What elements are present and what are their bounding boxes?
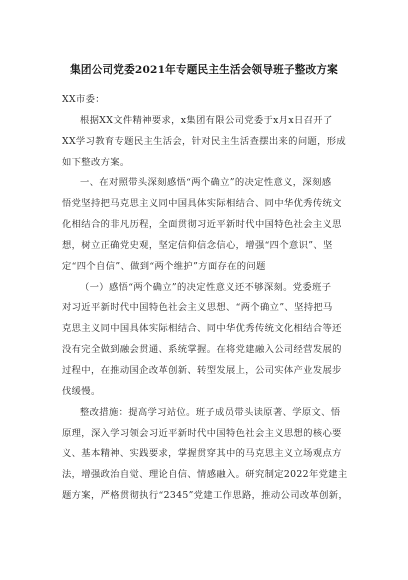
body-line: 想，树立正确党史观，坚定信仰信念信心，增强“四个意识”、坚	[62, 240, 333, 251]
body-line: 化相结合的非凡历程，全面贯彻习近平新时代中国特色社会主义思	[62, 219, 342, 230]
body-line: 题方案，严格贯彻执行“2345”党建工作思路，推动公司改革创新，	[62, 490, 349, 501]
body-line: 没有完全做到融会贯通、系统掌握。在将党建融入公司经营发展的	[62, 344, 342, 355]
body-line: 根据XX文件精神要求，x集团有限公司党委于x月x日召开了	[80, 115, 333, 126]
document-title: 集团公司党委2021年专题民主生活会领导班子整改方案	[70, 64, 338, 76]
body-line: 如下整改方案。	[62, 157, 130, 168]
body-line: 克思主义同中国具体实际相结合、同中华优秀传统文化相结合等还	[62, 323, 342, 334]
salutation-line: XX市委：	[62, 94, 105, 105]
body-line: 悟党坚持把马克思主义同中国具体实际相结合、同中华优秀传统文	[62, 198, 342, 209]
body-line: （一）感悟“两个确立”的决定性意义还不够深刻。党委班子	[80, 282, 332, 293]
body-line: 伐缓慢。	[62, 386, 101, 397]
body-line: 整改措施：提高学习站位。班子成员带头读原著、学原文、悟	[80, 407, 341, 418]
body-line: 对习近平新时代中国特色社会主义思想、“两个确立”、坚持把马	[62, 302, 333, 313]
body-line: 过程中，在推动国企改革创新、转型发展上，公司实体产业发展步	[62, 365, 342, 376]
body-line: 一、在对照带头深刻感悟“两个确立”的决定性意义，深刻感	[80, 177, 332, 188]
body-line: 法，增强政治自觉、理论自信、情感融入。研究制定2022年党建主	[62, 469, 348, 480]
body-line: XX学习教育专题民主生活会，针对民主生活查摆出来的问题，形成	[62, 136, 347, 147]
body-line: 义、基本精神、实践要求，掌握贯穿其中的马克思主义立场观点方	[62, 448, 342, 459]
body-line: 定“四个自信”、做到“两个维护”方面存在的问题	[62, 261, 266, 272]
body-line: 原理，深入学习领会习近平新时代中国特色社会主义思想的核心要	[62, 428, 342, 439]
